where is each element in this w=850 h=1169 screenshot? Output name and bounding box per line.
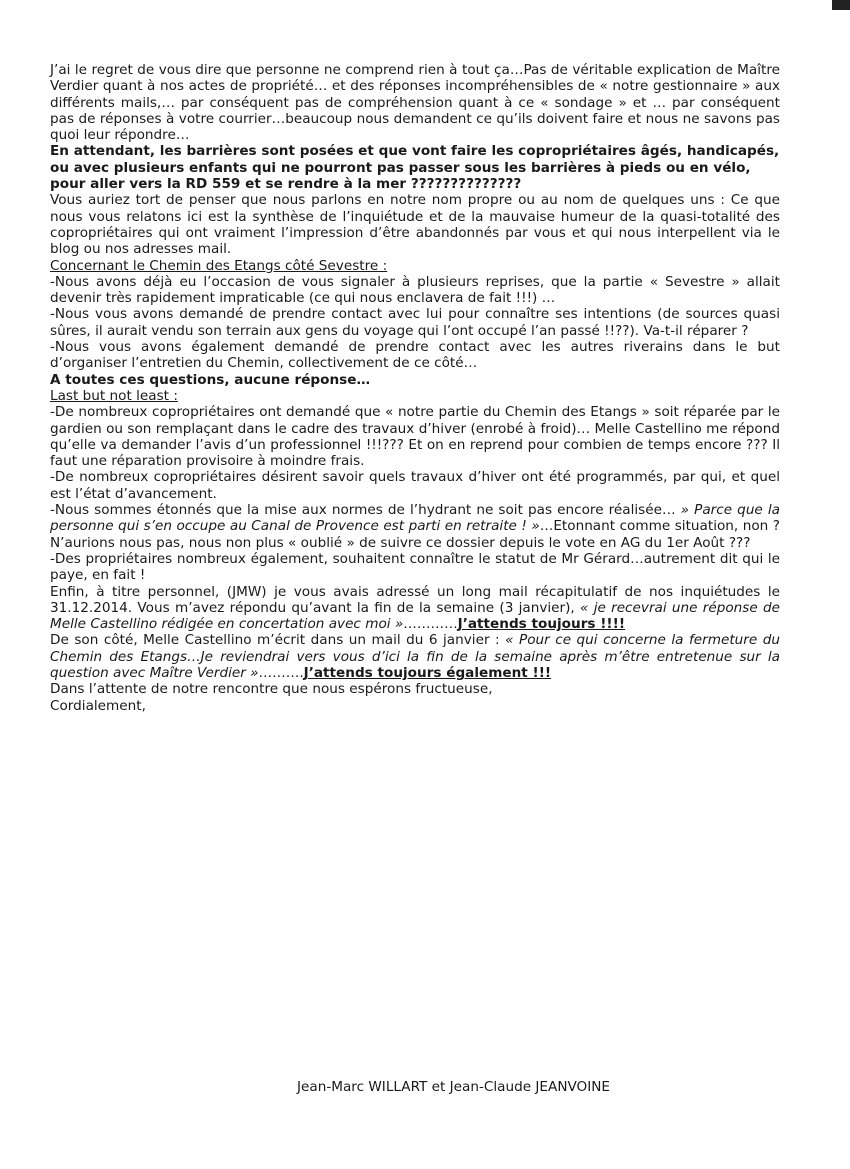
paragraph-chemin-3: -Nous vous avons également demandé de prendre contact avec les autres riverains dans le but d’organiser l’entretien du Chemin, collectivement de ce côté…: [50, 339, 780, 372]
paragraph-no-answer: A toutes ces questions, aucune réponse…: [50, 371, 371, 388]
paragraph-last-4: -Des propriétaires nombreux également, souhaitent connaître le statut de Mr Gérard…autrement dit qui le paye, en fait !: [50, 550, 780, 584]
paragraph-last-2: -De nombreux copropriétaires désirent savoir quels travaux d’hiver ont été programmés, par qui, et quel est l’état d’avancement.: [50, 469, 780, 502]
enfin-dots: …………: [403, 616, 458, 633]
last-3-text-a: -Nous sommes étonnés que la mise aux normes de l’hydrant ne soit pas encore réalisée…: [50, 502, 681, 519]
enfin-quote: « je recevrai une réponse de Melle Castellino rédigée en concertation avec moi »: [50, 599, 780, 633]
paragraph-last-3: [50, 502, 780, 551]
paragraph-enfin: [50, 584, 780, 633]
scan-edge-mark: [832, 0, 850, 10]
paragraph-chemin-1: -Nous avons déjà eu l’occasion de vous signaler à plusieurs reprises, que la partie « Sevestre » allait devenir très rapidement impraticable (ce qui nous enclavera de fait !!!) …: [50, 273, 780, 307]
paragraph-barriers: En attendant, les barrières sont posées et que vont faire les copropriétaires âgés, handicapés, ou avec plusieurs enfants qui ne pourront pas passer sous les barrières à pieds ou en vélo, pour aller vers la RD 559 et se rendre à la mer ??????????????: [50, 143, 780, 193]
closing-line-1: Dans l’attente de notre rencontre que nous espérons fructueuse,: [50, 681, 493, 698]
cote-quote: « Pour ce qui concerne la fermeture du Chemin des Etangs…Je reviendrai vers vous d’ici la fin de la semaine après m’être entretenue sur la question avec Maître Verdier »: [50, 632, 780, 681]
heading-last-text: Last but not least :: [50, 387, 178, 404]
paragraph-last-1: -De nombreux copropriétaires ont demandé que « notre partie du Chemin des Etangs » soit réparée par le gardien ou son remplaçant dans le cadre des travaux d’hiver (enrobé à froid)… Melle Castellino me répond qu’elle va demander l’avis d’un professionnel !!!??? Et on en reprend pour combien de temps encore ??? Il faut une réparation provisoire à moindre frais.: [50, 404, 780, 470]
cote-dots: ……….: [258, 664, 304, 681]
letter-body: [50, 62, 780, 714]
paragraph-chemin-2: -Nous vous avons demandé de prendre contact avec lui pour connaître ses intentions (de sources quasi sûres, il aurait vendu son terrain aux gens du voyage qui l’ont occupé l’an passé !!??). Va-t-il réparer ?: [50, 306, 780, 339]
closing-line-2: Cordialement,: [50, 697, 146, 714]
heading-chemin-text: Concernant le Chemin des Etangs côté Sevestre :: [50, 257, 388, 274]
enfin-text-a: Enfin, à titre personnel, (JMW) je vous avais adressé un long mail récapitulatif de nos inquiétudes le 31.12.2014. Vous m’avez répondu qu’avant la fin de la semaine (3 janvier),: [50, 583, 780, 616]
enfin-emphasis: J’attends toujours !!!!: [457, 616, 626, 633]
signature: Jean-Marc WILLART et Jean-Claude JEANVOINE: [297, 1079, 611, 1095]
last-3-quote: » Parce que la personne qui s’en occupe au Canal de Provence est parti en retraite ! »: [50, 502, 780, 535]
cote-emphasis: J’attends toujours également !!!: [303, 664, 552, 681]
paragraph-wrong: Vous auriez tort de penser que nous parlons en notre nom propre ou au nom de quelques uns : Ce que nous vous relatons ici est la synthèse de l’inquiétude et de la mauvaise humeur de la quasi-totalité des copropriétaires qui ont vraiment l’impression d’être abandonnés par vous et qui nous interpellent via le blog ou nos adresses mail.: [50, 192, 780, 258]
heading-last: [50, 388, 780, 404]
paragraph-intro: J’ai le regret de vous dire que personne ne comprend rien à tout ça…Pas de véritable explication de Maître Verdier quant à nos actes de propriété… et des réponses incompréhensibles de « notre gestionnaire » aux différents mails,… par conséquent pas de compréhension quant à ce « sondage » et … par conséquent pas de réponses à votre courrier…beaucoup nous demandent ce qu’ils doivent faire et nous ne savons pas quoi leur répondre…: [50, 62, 780, 144]
paragraph-cote: [50, 632, 780, 681]
last-3-text-c: …Etonnant comme situation, non ? N’aurions nous pas, nous non plus « oublié » de suivre ce dossier depuis le vote en AG du 1er Août ???: [50, 518, 780, 551]
cote-text-a: De son côté, Melle Castellino m’écrit dans un mail du 6 janvier :: [50, 632, 506, 649]
heading-chemin: [50, 258, 780, 274]
